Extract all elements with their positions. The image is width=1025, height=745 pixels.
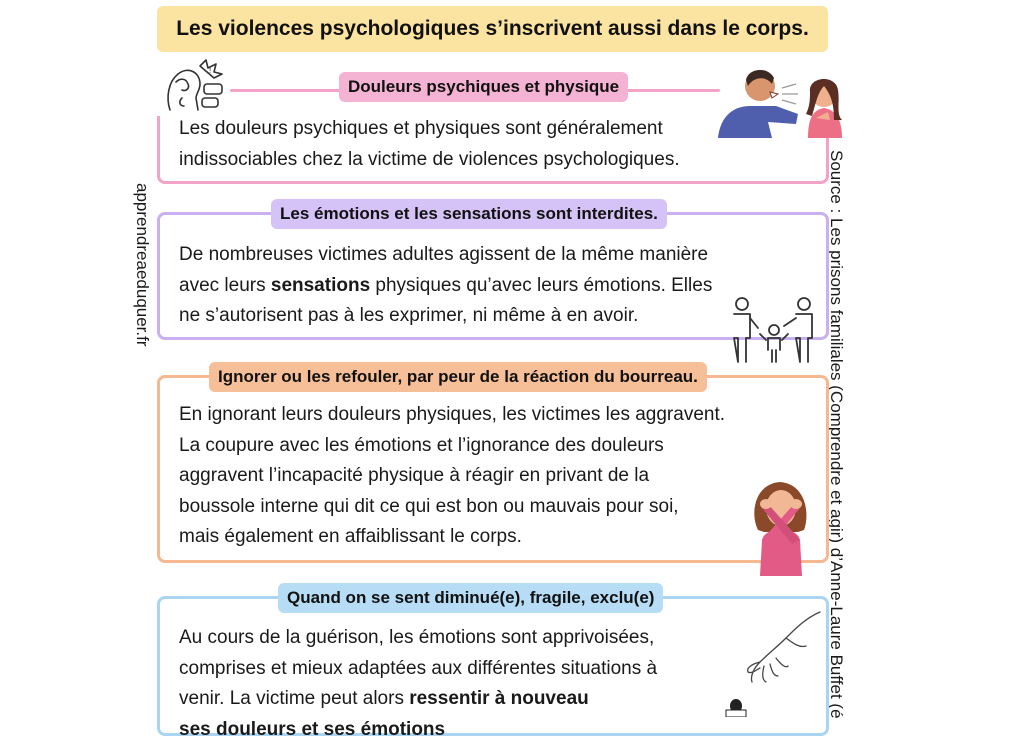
section-3-label: Ignorer ou les refouler, par peur de la réaction du bourreau.	[209, 362, 707, 392]
section-2-line-1: De nombreuses victimes adultes agissent de la même manière	[179, 240, 712, 271]
section-3-text	[179, 400, 725, 553]
head-speech-icon	[162, 58, 228, 114]
section-2-text	[179, 240, 712, 332]
section-4-line-2: comprises et mieux adaptées aux différentes situations à	[179, 654, 657, 685]
section-4-line-3: venir. La victime peut alors ressentir à nouveau	[179, 684, 657, 715]
section-3-card	[157, 375, 829, 563]
section-4-line-4: ses douleurs et ses émotions	[179, 715, 657, 745]
section-4-label: Quand on se sent diminué(e), fragile, exclu(e)	[278, 583, 663, 613]
section-3-line-4: boussole interne qui dit ce qui est bon ou mauvais pour soi,	[179, 492, 725, 523]
section-2-line-3: ne s’autorisent pas à les exprimer, ni même à en avoir.	[179, 301, 712, 332]
section-1-label: Douleurs psychiques et physique	[339, 72, 628, 102]
section-4-line-1: Au cours de la guérison, les émotions sont apprivoisées,	[179, 623, 657, 654]
section-4-text	[179, 623, 657, 745]
section-2-label: Les émotions et les sensations sont interdites.	[271, 199, 667, 229]
source-credit: Source : Les prisons familiales (Comprendre et agir) d’Anne-Laure Buffet (é	[826, 150, 850, 717]
website-credit: apprendreaeduquer.fr	[140, 183, 164, 373]
page-title: Les violences psychologiques s’inscrivent aussi dans le corps.	[157, 6, 828, 52]
section-1-line-1: Les douleurs psychiques et physiques sont généralement	[179, 114, 680, 145]
section-2-line-2: avec leurs sensations physiques qu’avec leurs émotions. Elles	[179, 271, 712, 302]
section-3-line-5: mais également en affaiblissant le corps.	[179, 522, 725, 553]
section-3-line-3: aggravent l’incapacité physique à réagir en privant de la	[179, 461, 725, 492]
section-1-line-2: indissociables chez la victime de violences psychologiques.	[179, 145, 680, 176]
family-silhouette-icon	[722, 294, 822, 364]
girl-covering-eyes-illustration	[748, 474, 814, 576]
section-3-line-2: La coupure avec les émotions et l’ignorance des douleurs	[179, 431, 725, 462]
section-3-line-1: En ignorant leurs douleurs physiques, les victimes les aggravent.	[179, 400, 725, 431]
svg-text:!: !	[209, 66, 211, 75]
reaching-hand-icon	[722, 610, 822, 717]
section-1-text	[179, 114, 680, 175]
shouting-couple-illustration	[712, 62, 850, 138]
